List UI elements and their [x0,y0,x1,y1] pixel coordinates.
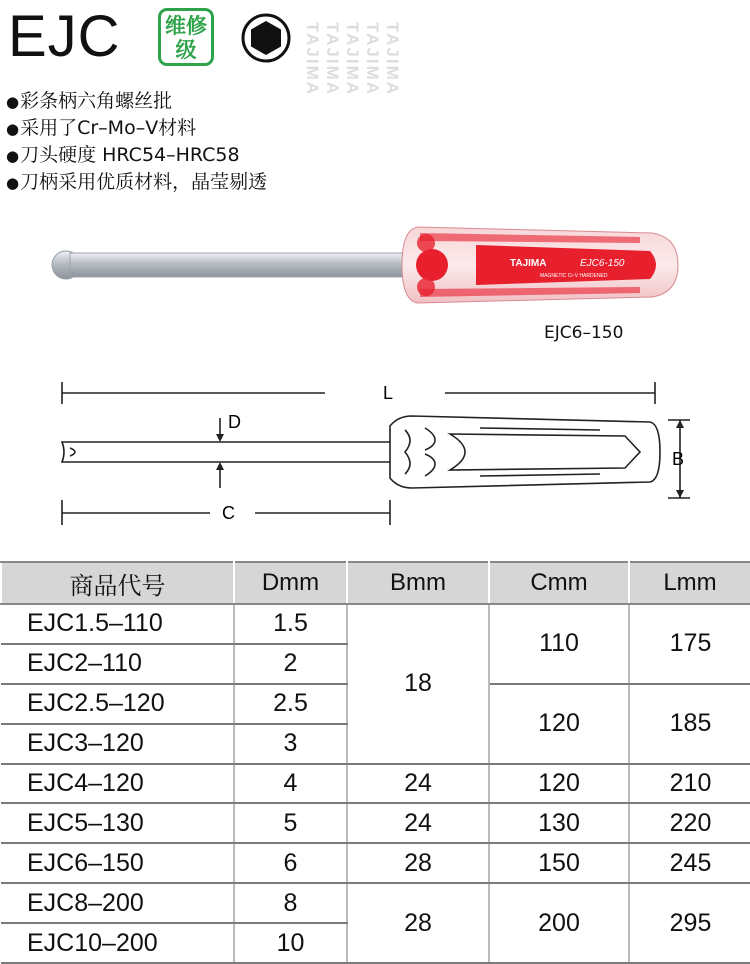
cell-c: 110 [489,604,629,684]
table-row [1,764,750,804]
cell-l: 295 [629,883,750,963]
cell-d: 8 [234,883,347,923]
cell-code: EJC2.5–120 [1,684,234,724]
cell-code: EJC10–200 [1,923,234,963]
feature-list [6,88,267,196]
cell-d: 2 [234,644,347,684]
cell-code: EJC2–110 [1,644,234,684]
cell-l: 185 [629,684,750,764]
table-header-row [1,562,750,604]
cell-l: 245 [629,843,750,883]
brand-watermark: TAJIMA TAJIMA TAJIMA TAJIMA TAJIMA [303,22,402,97]
feature-item: ●刀头硬度 HRC54–HRC58 [6,142,267,169]
handle-model: EJC6-150 [580,258,625,269]
header-l: Lmm [629,562,750,604]
cell-b: 28 [347,883,489,963]
product-photo [40,215,690,310]
cell-b: 24 [347,803,489,843]
dim-label-b: B [672,449,685,469]
cell-code: EJC8–200 [1,883,234,923]
cell-c: 120 [489,764,629,804]
header-d: Dmm [234,562,347,604]
cell-l: 210 [629,764,750,804]
table-row [1,883,750,923]
cell-c: 120 [489,684,629,764]
cell-d: 3 [234,724,347,764]
cell-code: EJC5–130 [1,803,234,843]
cell-c: 150 [489,843,629,883]
cell-d: 10 [234,923,347,963]
cell-code: EJC4–120 [1,764,234,804]
header-code: 商品代号 [1,562,234,604]
table-row [1,803,750,843]
bullet-icon: ● [6,120,20,138]
cell-d: 1.5 [234,604,347,644]
badge-line-2: 级 [175,38,197,62]
dim-label-l: L [383,383,394,403]
table-row [1,604,750,644]
dim-label-c: C [222,503,235,523]
photo-caption: EJC6–150 [544,323,624,343]
feature-item: ●彩条柄六角螺丝批 [6,88,267,115]
product-title: EJC [8,4,121,69]
bullet-icon: ● [6,174,20,192]
cell-b: 18 [347,604,489,764]
cell-code: EJC3–120 [1,724,234,764]
header-c: Cmm [489,562,629,604]
dimension-diagram [40,370,710,535]
cell-d: 4 [234,764,347,804]
cell-c: 200 [489,883,629,963]
spec-table [0,561,750,964]
header-b: Bmm [347,562,489,604]
cell-c: 130 [489,803,629,843]
cell-b: 28 [347,843,489,883]
table-row [1,843,750,883]
cell-d: 2.5 [234,684,347,724]
badge-line-1: 维修 [165,14,207,38]
handle-brand: TAJIMA [510,258,547,269]
dim-label-d: D [228,412,241,432]
feature-item: ●采用了Cr–Mo–V材料 [6,115,267,142]
cell-l: 220 [629,803,750,843]
grade-badge [158,8,214,66]
feature-item: ●刀柄采用优质材料，晶莹剔透 [6,169,267,196]
cell-l: 175 [629,604,750,684]
handle-small-print: MAGNETIC Cr-V HARDENED [540,273,608,279]
cell-d: 5 [234,803,347,843]
cell-code: EJC1.5–110 [1,604,234,644]
cell-code: EJC6–150 [1,843,234,883]
cell-b: 24 [347,764,489,804]
cell-d: 6 [234,843,347,883]
bullet-icon: ● [6,93,20,111]
bullet-icon: ● [6,147,20,165]
hex-socket-icon [240,12,292,64]
